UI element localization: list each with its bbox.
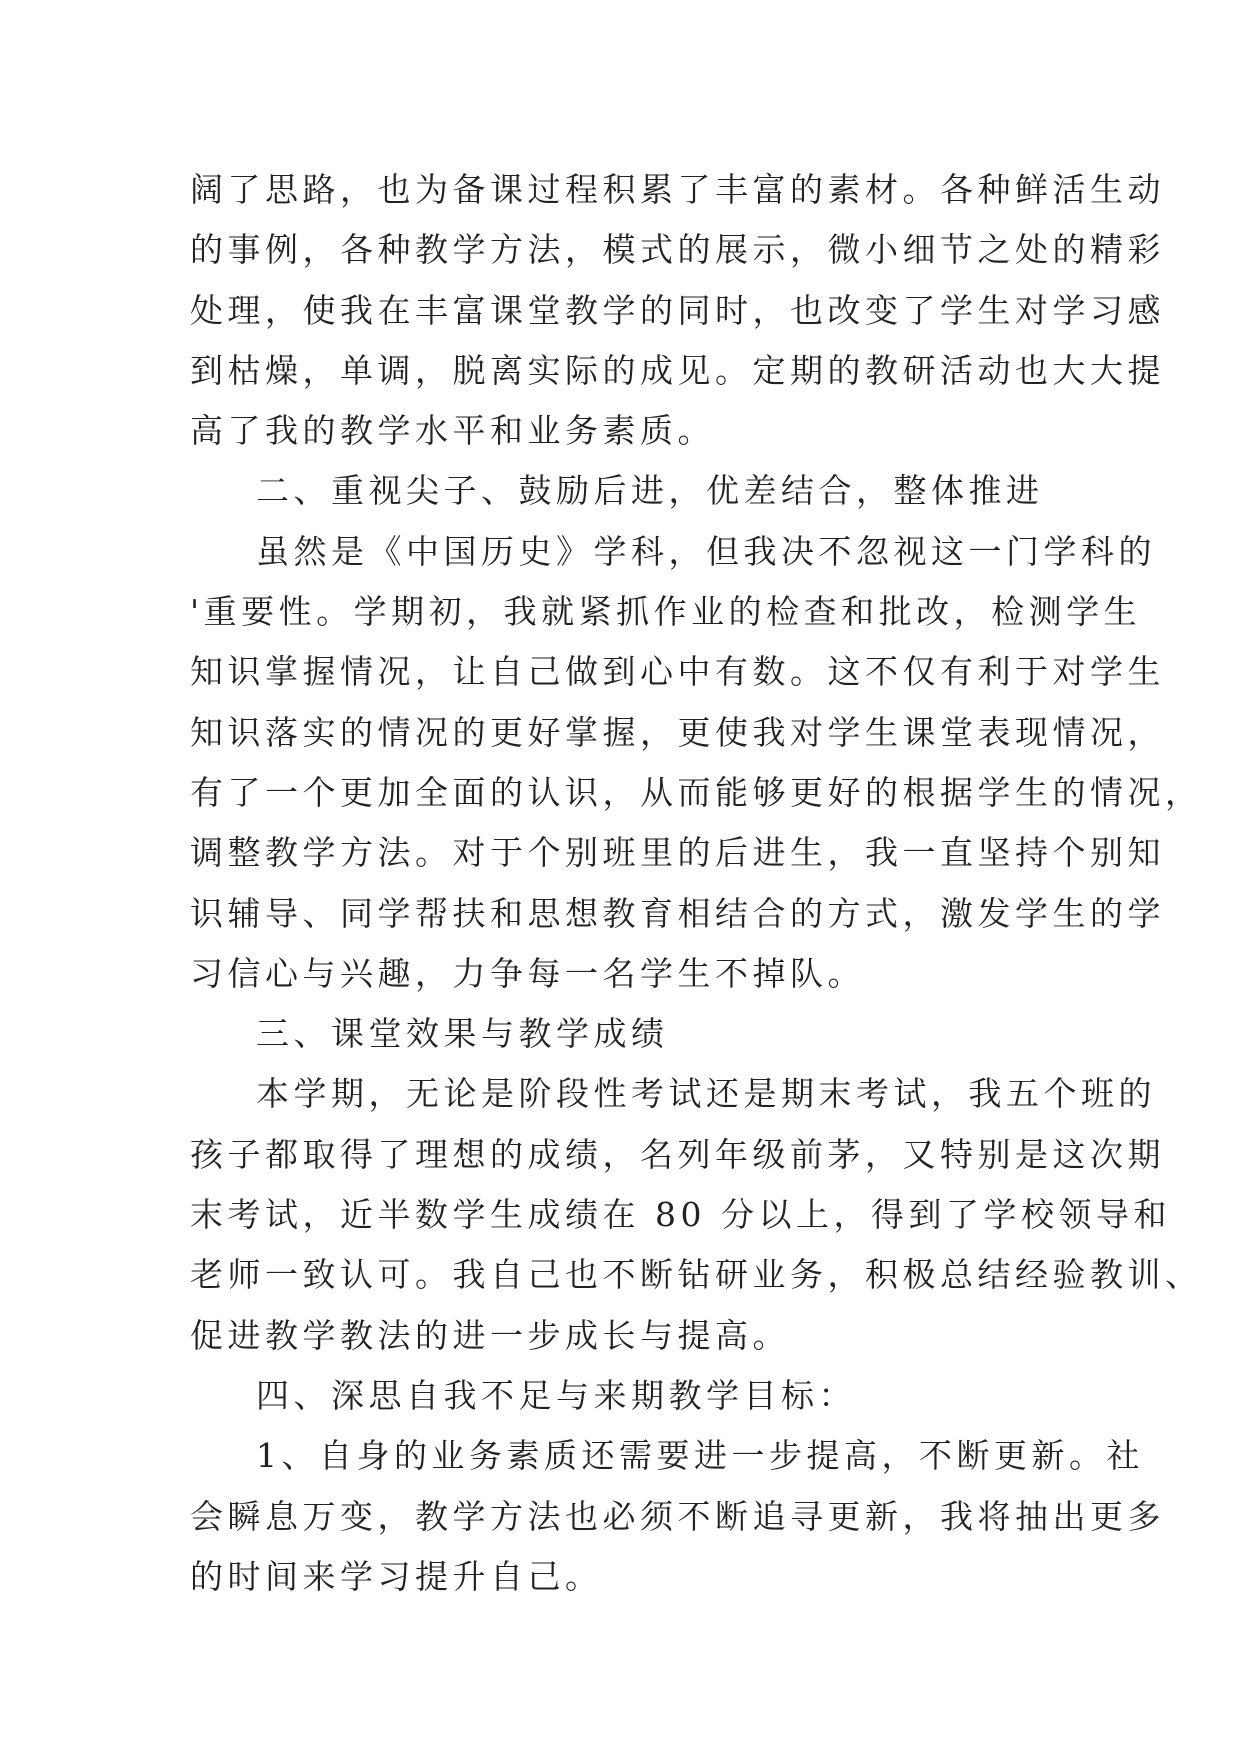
text-line: 习信心与兴趣，力争每一名学生不掉队。	[190, 953, 865, 993]
text-line: 虽然是《中国历史》学科，但我决不忽视这一门学科的	[256, 531, 1156, 571]
text-line: 1、自身的业务素质还需要进一步提高，不断更新。社	[256, 1436, 1144, 1476]
text-line: 的时间来学习提升自己。	[190, 1556, 603, 1596]
text-line: 会瞬息万变，教学方法也必须不断追寻更新，我将抽出更多	[190, 1496, 1165, 1536]
section-heading: 三、课堂效果与教学成绩	[256, 1014, 669, 1054]
text-line: 处理，使我在丰富课堂教学的同时，也改变了学生对学习感	[190, 290, 1165, 330]
text-line: 有了一个更加全面的认识，从而能够更好的根据学生的情况，	[190, 772, 1203, 812]
text-line: 阔了思路，也为备课过程积累了丰富的素材。各种鲜活生动	[190, 170, 1165, 209]
section-heading: 二、重视尖子、鼓励后进，优差结合，整体推进	[256, 471, 1044, 511]
text-line: 调整教学方法。对于个别班里的后进生，我一直坚持个别知	[190, 833, 1165, 873]
text-line: 促进教学教法的进一步成长与提高。	[190, 1315, 790, 1355]
text-line: 老师一致认可。我自己也不断钻研业务，积极总结经验教训、	[190, 1255, 1203, 1295]
text-line: 知识掌握情况，让自己做到心中有数。这不仅有利于对学生	[190, 652, 1165, 692]
text-line: 识辅导、同学帮扶和思想教育相结合的方式，激发学生的学	[190, 893, 1165, 933]
text-line: 末考试，近半数学生成绩在 80 分以上，得到了学校领导和	[190, 1195, 1171, 1235]
text-line: 的事例，各种教学方法，模式的展示，微小细节之处的精彩	[190, 230, 1165, 270]
document-body	[190, 160, 1203, 1607]
section-heading: 四、深思自我不足与来期教学目标：	[256, 1375, 856, 1415]
text-line: 高了我的教学水平和业务素质。	[190, 411, 715, 451]
text-line: 孩子都取得了理想的成绩，名列年级前茅，又特别是这次期	[190, 1134, 1165, 1174]
text-line: '重要性。学期初，我就紧抓作业的检查和批改，检测学生	[190, 592, 1142, 632]
text-line: 本学期，无论是阶段性考试还是期末考试，我五个班的	[256, 1074, 1156, 1114]
text-line: 到枯燥，单调，脱离实际的成见。定期的教研活动也大大提	[190, 350, 1165, 390]
text-line: 知识落实的情况的更好掌握，更使我对学生课堂表现情况，	[190, 712, 1165, 752]
